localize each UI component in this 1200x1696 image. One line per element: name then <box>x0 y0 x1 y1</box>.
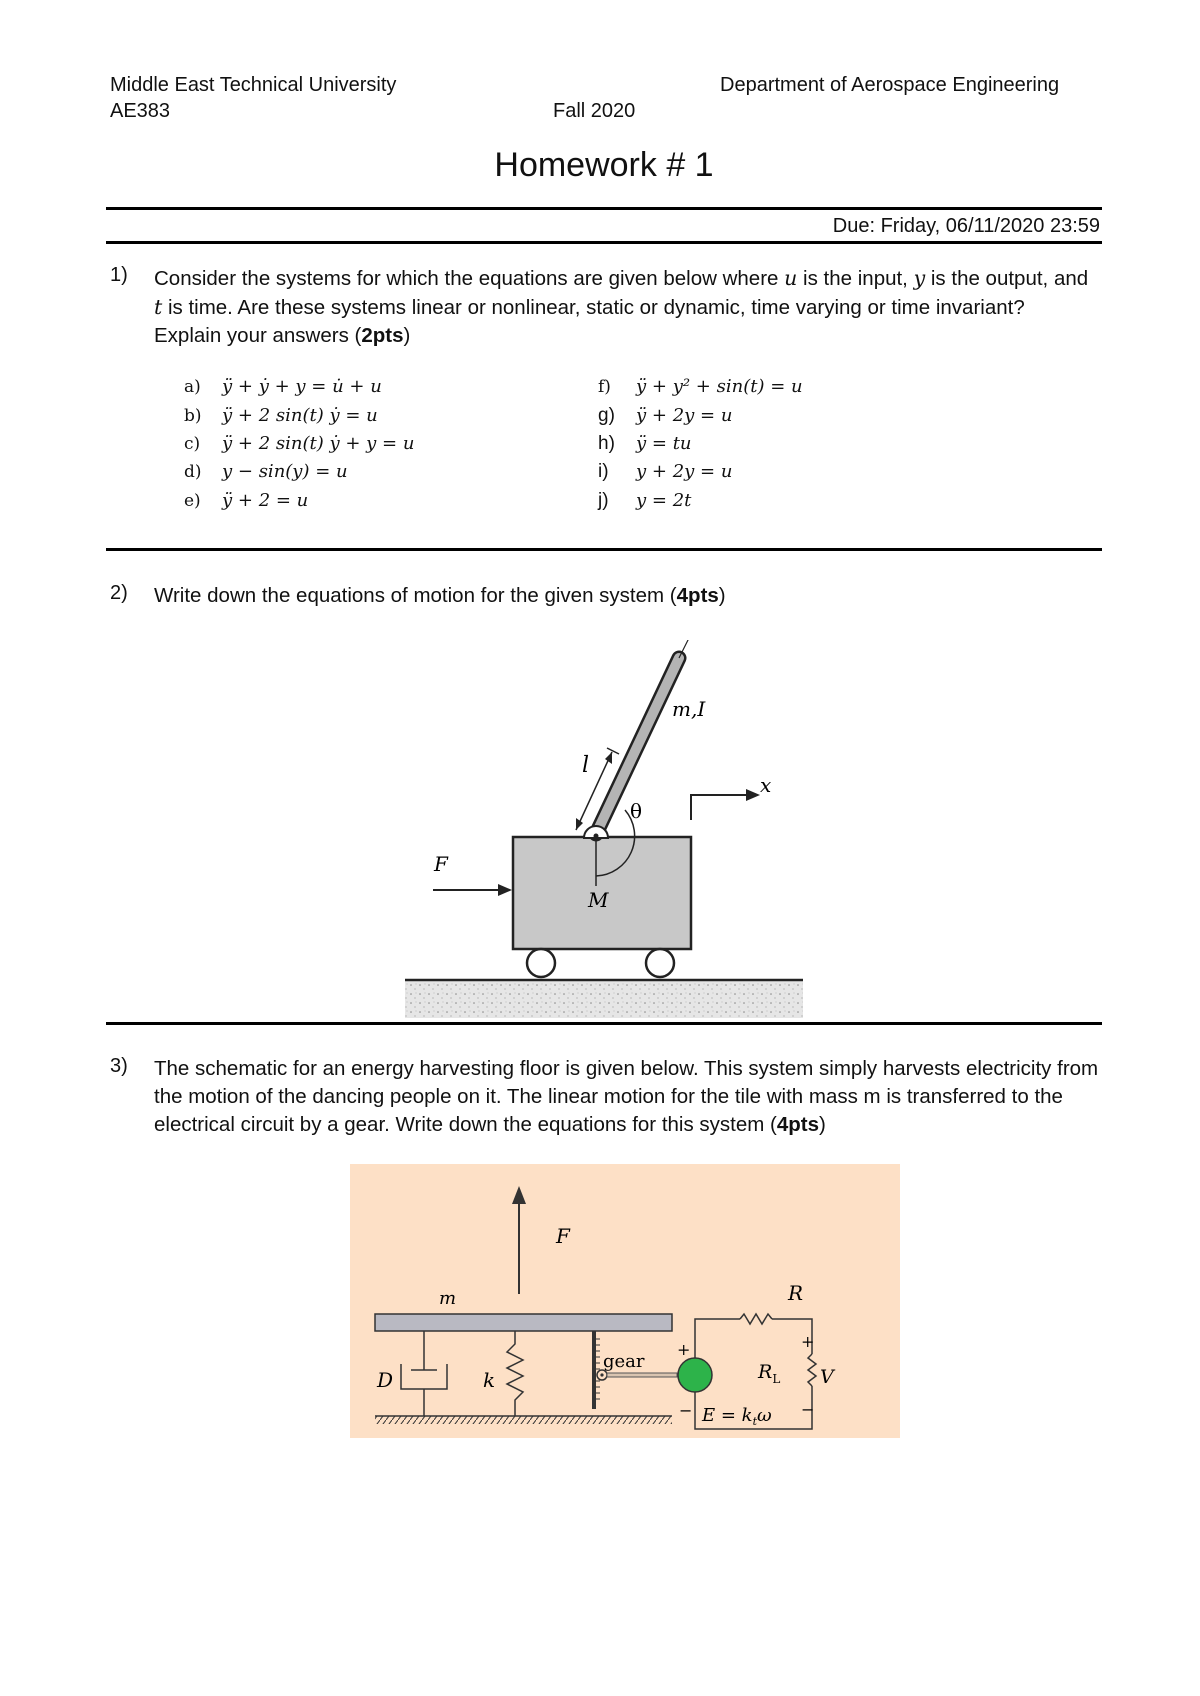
course-code: AE383 <box>110 100 171 122</box>
title-rule-top <box>106 207 1102 210</box>
floor-tile <box>375 1314 672 1331</box>
question-2-text: Write down the equations of motion for the given system (4pts) <box>154 584 726 607</box>
label-voltage-minus: − <box>801 1400 815 1419</box>
label-voltage-plus: + <box>801 1332 815 1351</box>
label-resistor: R <box>788 1281 804 1305</box>
equation-i: i) y + 2y = u <box>598 461 733 482</box>
label-gear: gear <box>603 1351 645 1372</box>
equation-a: a) ÿ + ẏ + y = u̇ + u <box>184 376 382 397</box>
label-damper: D <box>377 1368 394 1392</box>
shaft <box>607 1373 677 1377</box>
label-load-resistor: $R_L$ <box>758 1361 781 1386</box>
equation-c: c) ÿ + 2 sin(t) ẏ + y = u <box>184 433 415 454</box>
equation-j: j) y = 2t <box>598 490 692 511</box>
energy-harvesting-figure <box>350 1164 900 1438</box>
label-force: F <box>556 1224 570 1248</box>
label-x: x <box>760 773 772 797</box>
question-2-divider <box>106 1022 1102 1025</box>
label-motor-plus: + <box>677 1340 691 1359</box>
generator-icon <box>678 1358 712 1392</box>
x-arrow <box>691 795 750 820</box>
university-name: Middle East Technical University <box>110 74 397 96</box>
question-3-number: 3) <box>110 1055 128 1077</box>
title-rule-bottom <box>106 241 1102 244</box>
label-length: l <box>582 753 590 778</box>
figure-background <box>350 1164 900 1438</box>
equation-f: f) ÿ + y² + sin(t) = u <box>598 376 803 397</box>
label-voltage: V <box>820 1366 834 1388</box>
due-date: Due: Friday, 06/11/2020 23:59 <box>832 215 1100 237</box>
label-mass-inertia: m,I <box>672 697 706 721</box>
cart-wheel-left <box>527 949 555 977</box>
question-1-text: Consider the systems for which the equations are given below where u is the input, y is the output, and t is time. Are these systems linear or nonlinear, static or dynamic, time varying or time invariant? Explain your answers (2pts) <box>154 266 1089 347</box>
ground <box>405 980 803 1018</box>
question-1-divider <box>106 548 1102 551</box>
label-force: F <box>434 852 448 876</box>
equation-d: d) y − sin(y) = u <box>184 461 348 482</box>
equation-h: h) ÿ = tu <box>598 433 692 454</box>
label-motor-minus: − <box>679 1401 693 1420</box>
label-theta: θ <box>630 799 643 823</box>
term: Fall 2020 <box>553 100 636 122</box>
label-mass: m <box>439 1288 457 1309</box>
department-name: Department of Aerospace Engineering <box>720 74 1060 96</box>
cart-pendulum-figure <box>400 640 820 1020</box>
ground <box>375 1416 672 1424</box>
label-back-emf: $E = k_t\omega$ <box>702 1405 772 1428</box>
page-title: Homework # 1 <box>494 146 714 184</box>
equation-e: e) ÿ + 2 = u <box>184 490 309 511</box>
equation-g: g) ÿ + 2y = u <box>598 405 733 426</box>
question-3-text: The schematic for an energy harvesting floor is given below. This system simply harvests electricity from the motion of the dancing people on it. The linear motion for the tile with mass m is transferred to the electrical circuit by a gear. Write down the equations for this system (4pts) <box>154 1057 1099 1136</box>
label-cart-mass: M <box>588 888 609 912</box>
cart-wheel-right <box>646 949 674 977</box>
label-spring: k <box>483 1368 496 1392</box>
equation-b: b) ÿ + 2 sin(t) ẏ = u <box>184 405 378 426</box>
question-1-number: 1) <box>110 264 128 286</box>
question-2-number: 2) <box>110 582 128 604</box>
